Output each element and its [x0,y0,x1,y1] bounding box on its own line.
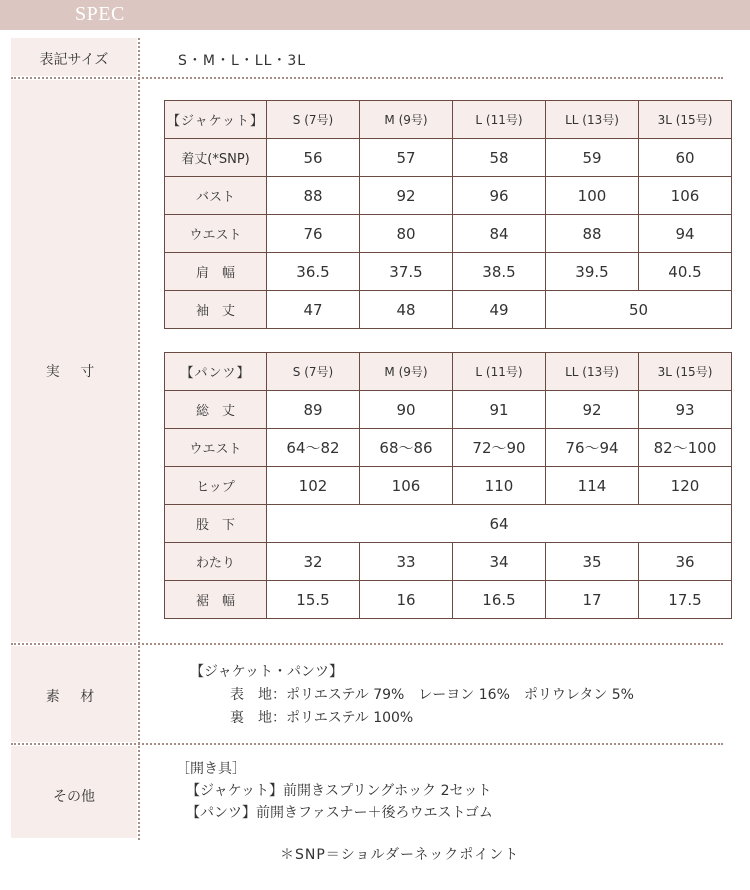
row-label: 総 丈 [165,391,267,429]
snp-note: ＊SNP＝ショルダーネックポイント [280,847,520,863]
table-row [165,215,732,253]
cell: 91 [453,391,546,429]
other-label: その他 [53,789,95,805]
material-outer: 表 地：ポリエステル 79% レーヨン 16% ポリウレタン 5% [230,687,634,703]
cell: 84 [453,215,546,253]
size-list: S・M・L・LL・3L [178,53,307,69]
table-row [165,253,732,291]
table-row [165,505,732,543]
row-label: わたり [165,543,267,581]
cell: 76 [267,215,360,253]
cell: 89 [267,391,360,429]
table-row [165,581,732,619]
cell: 114 [546,467,639,505]
material-lining: 裏 地：ポリエステル 100% [230,710,414,726]
cell: 64～82 [267,429,360,467]
cell: 37.5 [360,253,453,291]
cell: 35 [546,543,639,581]
other-pants: 【パンツ】前開きファスナー＋後ろウエストゴム [186,805,493,821]
row-label: 肩 幅 [165,253,267,291]
material-title: 【ジャケット・パンツ】 [190,664,344,680]
size-header: M (9号) [360,101,453,139]
material-block [190,661,634,730]
jacket-corner: 【ジャケット】 [165,101,267,139]
row-label: バスト [165,177,267,215]
cell: 88 [546,215,639,253]
table-row [165,391,732,429]
divider-3 [11,743,723,745]
cell: 96 [453,177,546,215]
cell: 17 [546,581,639,619]
cell: 82～100 [639,429,732,467]
size-header: L (11号) [453,353,546,391]
cell: 110 [453,467,546,505]
cell: 17.5 [639,581,732,619]
table-row [165,467,732,505]
cell: 38.5 [453,253,546,291]
cell: 60 [639,139,732,177]
material-label: 素 材 [45,689,103,705]
divider-2 [11,643,723,645]
merged-cell: 50 [546,291,732,329]
cell: 16.5 [453,581,546,619]
spec-title: SPEC [75,3,125,25]
row-label: 股 下 [165,505,267,543]
row-label: ウエスト [165,215,267,253]
cell: 15.5 [267,581,360,619]
table-row [165,177,732,215]
measure-label: 実 寸 [45,364,103,380]
table-row [165,543,732,581]
cell: 100 [546,177,639,215]
other-block [176,758,493,824]
cell: 92 [360,177,453,215]
cell: 39.5 [546,253,639,291]
cell: 36.5 [267,253,360,291]
cell: 72～90 [453,429,546,467]
cell: 90 [360,391,453,429]
row-label: ヒップ [165,467,267,505]
row-label: 裾 幅 [165,581,267,619]
cell: 57 [360,139,453,177]
cell: 48 [360,291,453,329]
size-header: M (9号) [360,353,453,391]
pants-table [164,352,732,619]
row-label: 着丈(*SNP) [165,139,267,177]
size-header: S (7号) [267,353,360,391]
cell: 102 [267,467,360,505]
cell: 92 [546,391,639,429]
cell: 88 [267,177,360,215]
cell: 68～86 [360,429,453,467]
cell: 106 [360,467,453,505]
cell: 16 [360,581,453,619]
pants-corner: 【パンツ】 [165,353,267,391]
cell: 120 [639,467,732,505]
size-header: LL (13号) [546,353,639,391]
cell: 59 [546,139,639,177]
other-jacket: 【ジャケット】前開きスプリングホック 2セット [186,783,492,799]
cell: 56 [267,139,360,177]
cell: 49 [453,291,546,329]
size-header: 3L (15号) [639,101,732,139]
vertical-divider [138,38,140,840]
spec-header-bar [0,0,750,30]
size-label: 表記サイズ [39,52,109,68]
cell: 40.5 [639,253,732,291]
table-row [165,139,732,177]
cell: 47 [267,291,360,329]
table-row [165,429,732,467]
cell: 36 [639,543,732,581]
size-header: L (11号) [453,101,546,139]
cell: 58 [453,139,546,177]
cell: 94 [639,215,732,253]
other-title: ［開き具］ [176,761,246,777]
table-row [165,291,732,329]
jacket-table [164,100,732,329]
row-label: ウエスト [165,429,267,467]
cell: 32 [267,543,360,581]
cell: 33 [360,543,453,581]
cell: 34 [453,543,546,581]
merged-cell: 64 [267,505,732,543]
row-label: 袖 丈 [165,291,267,329]
size-header: S (7号) [267,101,360,139]
size-header: 3L (15号) [639,353,732,391]
cell: 80 [360,215,453,253]
size-header: LL (13号) [546,101,639,139]
table-header-row [165,101,732,139]
cell: 76～94 [546,429,639,467]
cell: 93 [639,391,732,429]
divider-1 [11,77,723,79]
cell: 106 [639,177,732,215]
table-header-row [165,353,732,391]
